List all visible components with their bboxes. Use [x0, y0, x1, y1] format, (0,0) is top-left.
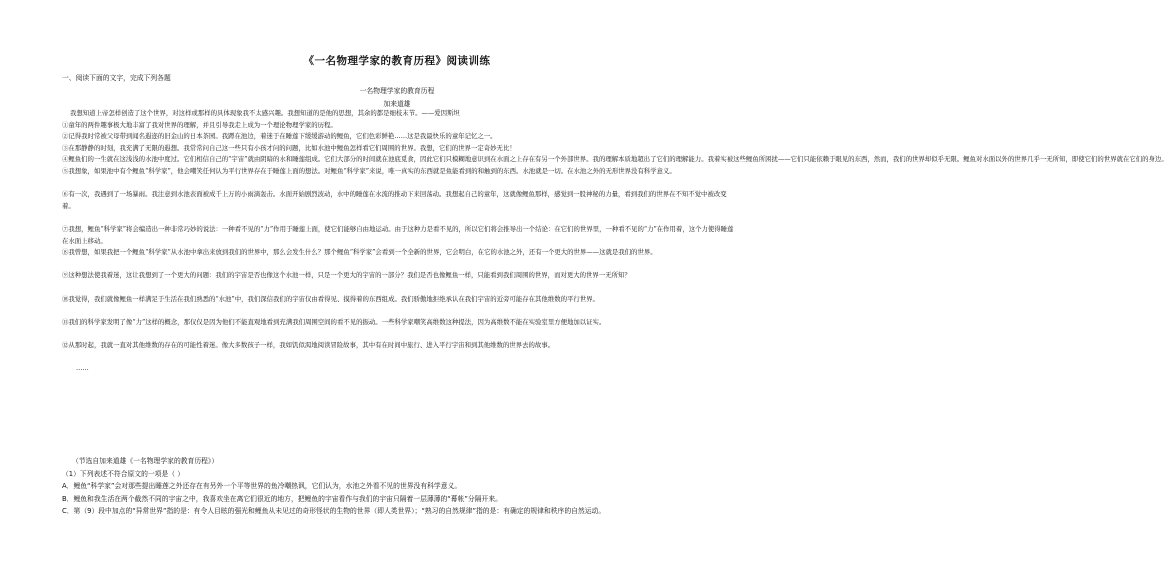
body-line: ⑥有一次，我遇到了一场暴雨。我注意到水池表面被成千上万的小雨滴轰击。水面开始剧烈波动，水中的睡莲在水流的推动下来回荡动。我想起自己的童年，这就像鲤鱼那样，感觉到一股神秘的力量，看到我们的世界在不知不觉中被改变着。: [62, 190, 727, 210]
body-line: ⑦我想，鲤鱼“科学家”将会编造出一种非常巧妙的说法：一种看不见的“力”作用于睡莲上面，使它们能够自由地运动。由于这种力是看不见的，所以它们将会推导出一个结论：在它们的世界里，一种看不见的“力”在作用着，这个力使得睡莲在水面上移动。: [62, 224, 734, 245]
option-c: C．第（9）段中加点的“异常世界”指的是：有令人目眩的强光和鲤鱼从未见过的奇形怪状的生物的世界（即人类世界）；“熟习的自然规律”指的是：有确定的规律和秩序的自然运动。: [62, 507, 606, 516]
article-title: 一名物理学家的教育历程: [359, 87, 435, 95]
body-line: ……: [76, 364, 89, 373]
body-line: ①童年的两件趣事极大地丰富了我对世界的理解，并且引导我走上成为一个理论物理学家的历程。: [62, 120, 337, 129]
body-line: ⑫从那时起，我就一直对其他维数的存在的可能性着迷。像大多数孩子一样，我如饥似渴地阅读冒险故事，其中有在时间中旅行、进入平行宇宙和到其他维数的世界去的故事。: [62, 340, 555, 349]
section-heading: 一、阅读下面的文字，完成下列各题: [62, 74, 171, 82]
body-line: ⑩我觉得，我们就像鲤鱼一样满足于生活在我们熟悉的“水池”中，我们深信我们的宇宙仅由看得见、摸得着的东西组成。我们骄傲地拒绝承认在我们宇宙的近旁可能存在其他维数的平行世界。: [62, 294, 599, 303]
body-line: ②记得我时常被父母带到闻名遐迩的旧金山的日本茶园。我蹲在池边，着迷于在睡莲下缓缓游动的鲤鱼，它们色彩鲜艳……这是我最快乐的童年记忆之一。: [62, 132, 497, 141]
body-line: ⑪我们的科学家发明了像“力”这样的概念，那仅仅是因为他们不能直观地看到充满我们周围空间的看不见的振动。一些科学家嘲笑高维数这种提法，因为高维数不能在实验室里方便地加以证实。: [62, 317, 606, 326]
document-title: 《一名物理学家的教育历程》阅读训练: [303, 55, 491, 67]
option-a: A．鲤鱼“科学家”会对那些提出睡莲之外还存在有另外一个平等世界的鱼冷嘲热讽，它们认为，水池之外看不见的世界没有科学意义。: [62, 482, 462, 491]
body-line: ③在那静静的时刻，我充满了无限的遐想。我常常问自己这一些只有小孩才问的问题，比如水池中鲤鱼怎样看它们周围的世界。我想，它们的世界一定奇妙无比！: [62, 143, 516, 152]
body-line: ⑨这种想法使我着迷，这让我想到了一个更大的问题：我们的宇宙是否也像这个水池一样，只是一个更大的宇宙的一部分？我们是否也像鲤鱼一样，只能看到我们周围的世界，而对更大的世界一无所知？: [62, 271, 631, 280]
questions: [62, 455, 742, 518]
option-b: B．鲤鱼和我生活在两个截然不同的宇宙之中，我喜欢坐在离它们很近的地方，把鲤鱼的宇宙看作与我们的宇宙只隔着一层薄薄的“幕帐”分隔开来。: [62, 494, 502, 503]
body-line: 我想知道上帝怎样创造了这个世界，对这样或那样的具体现象我不太感兴趣。我想知道的是他的思想，其余的都是细枝末节。——爱因斯坦: [70, 109, 460, 117]
body-line: ④鲤鱼们的一生就在这浅浅的水池中度过。它们相信自己的“宇宙”就由阴暗的水和睡莲组成。它们大部分的时间就在池底觅食，因此它们只模糊地意识到在水面之上存在有另一个外部世界。我的理解本质地超出了它们的理解能力。我着实被这些鲤鱼所困扰——它们只能依赖于眼见的东西，然而，我们的世界却似乎无限。鲤鱼对水面以外的世界几乎一无所知，即使它们的世界就在它们的身边。: [62, 155, 1168, 164]
body-line: ⑤我想象，如果池中有个鲤鱼“科学家”，他会嘲笑任何认为平行世界存在于睡莲上面的想法。对鲤鱼“科学家”来说，唯一真实的东西就是鱼能看到的和触到的东西。水池就是一切。在水池之外的无形世界没有科学意义。: [62, 166, 676, 175]
article-body: [62, 108, 1168, 375]
body-line: ⑧我曾想，如果我把一个鲤鱼“科学家”从水池中拿出来放到我们的世界中，那么会发生什么？那个鲤鱼“科学家”会看到一个全新的世界，它会明白，在它的水池之外，还有一个更大的世界——这就是我们的世界。: [62, 248, 657, 257]
article-author: 加来道雄: [383, 100, 411, 108]
question-stem: （1）下列表述不符合原文的一项是（ ）: [62, 469, 185, 478]
source-note: （节选自加来道雄《一名物理学家的教育历程》）: [72, 457, 219, 465]
